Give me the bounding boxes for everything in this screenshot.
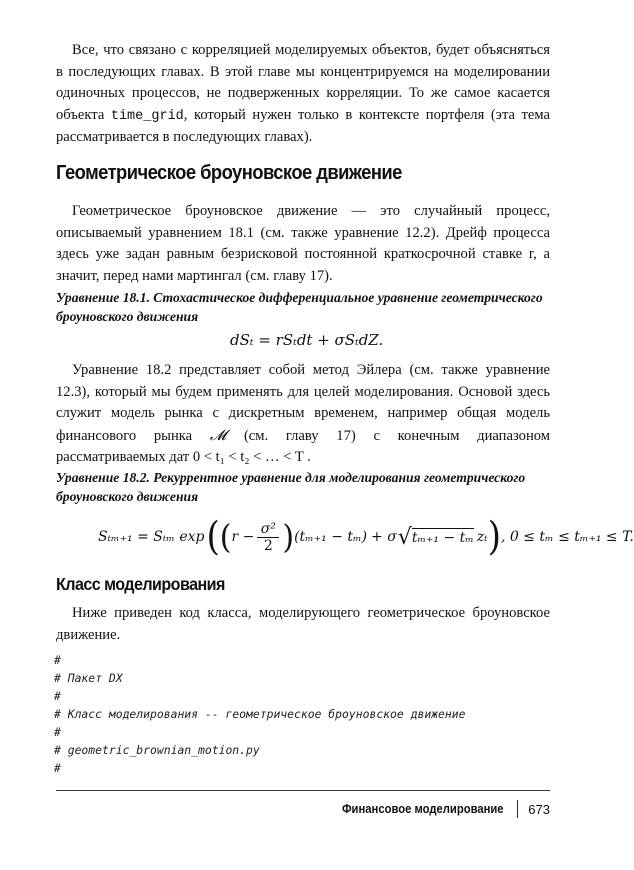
class-paragraph-text: Ниже приведен код класса, моделирующего геометрическое броуновское движение.	[56, 605, 550, 643]
eq2-z: zₜ	[476, 529, 488, 545]
euler-paragraph	[56, 360, 550, 469]
eq2-plus-sigma: + σ	[371, 529, 397, 545]
intro-text-before: Все, что связано с корреляцией моделируемых объектов, будет объясняться в последующих главах. В этой главе мы концентрируемся на моделировании одиночных процессов, не подверженных корреляции. То же самое касается объекта	[56, 42, 550, 123]
euler-text-before: Уравнение 18.2 представляет собой метод Эйлера (см. также уравнение 12.3), который мы будем применять для целей моделирования. Основой здесь служит модель рынка с дискретным временем, например общая модель финансового рынка	[56, 362, 550, 444]
page-number: 673	[528, 801, 550, 817]
code-listing	[54, 651, 465, 777]
code-line: # Пакет DX	[54, 671, 123, 685]
equation-18-1-caption: Уравнение 18.1. Стохастическое дифференциальное уравнение геометрического броуновского движения	[56, 290, 543, 324]
footer-divider	[56, 790, 550, 791]
equation-18-2-caption-block	[56, 468, 550, 506]
section-heading-class: Класс моделирования	[56, 574, 225, 594]
eq2-fraction	[257, 521, 279, 554]
sqrt-sign: √	[397, 524, 412, 550]
code-line: #	[54, 653, 61, 667]
equation-18-2-formula: Sₜₘ₊₁ = Sₜₘ exp ( ( r − σ² 2 ) (tₘ₊₁ − tₘ) + σ √ tₘ₊₁ − tₘ zₜ ) , 0 ≤ tₘ ≤ tₘ₊₁ ≤ T.	[98, 514, 634, 560]
code-line: #	[54, 725, 61, 739]
equation-18-1-caption-block	[56, 288, 550, 326]
intro-paragraph	[56, 40, 550, 149]
intro-text-after: , который нужен только в контексте портфеля (эта тема рассматривается в последующих главах).	[56, 106, 550, 145]
eq2-delta-t: (tₘ₊₁ − tₘ)	[294, 529, 368, 545]
footer-section-title: Финансовое моделирование	[341, 802, 504, 816]
euler-text-after: (см. главу 17) с конечным диапазоном рассматриваемых дат 0 < t₁ < t₂ < … < T .	[56, 427, 551, 465]
footer-separator	[517, 800, 518, 818]
eq2-lhs: Sₜₘ₊₁ = Sₜₘ exp	[98, 529, 205, 545]
inline-code-time-grid: time_grid	[110, 108, 184, 124]
page-footer	[324, 800, 550, 818]
gbm-paragraph	[56, 201, 550, 287]
equation-18-2-caption: Уравнение 18.2. Рекуррентное уравнение для моделирования геометрического броуновского движения	[56, 470, 526, 504]
section-heading-gbm: Геометрическое броуновское движение	[56, 162, 402, 184]
eq2-sigma-squared: σ²	[260, 520, 276, 537]
market-model-symbol: 𝓜	[209, 426, 227, 444]
code-line: #	[54, 761, 61, 775]
eq2-two: 2	[263, 537, 273, 554]
code-line: # geometric_brownian_motion.py	[54, 743, 260, 757]
class-paragraph	[56, 603, 550, 646]
code-line: # Класс моделирования -- геометрическое броуновское движение	[54, 707, 466, 721]
eq2-sqrt-argument: tₘ₊₁ − tₘ	[411, 530, 474, 546]
eq2-r-minus: r −	[231, 529, 255, 545]
equation-18-1-formula: dSₜ = rSₜdt + σSₜdZ.	[230, 331, 384, 349]
code-line: #	[54, 689, 61, 703]
gbm-paragraph-text: Геометрическое броуновское движение — это случайный процесс, описываемый уравнением 18.1 (см. также уравнение 12.2). Дрейф процесса здесь уже задан равным безрисковой постоянной краткосрочной ставке r, а значит, перед нами мартингал (см. главу 17).	[56, 203, 550, 284]
eq2-condition: , 0 ≤ tₘ ≤ tₘ₊₁ ≤ T.	[500, 529, 634, 545]
